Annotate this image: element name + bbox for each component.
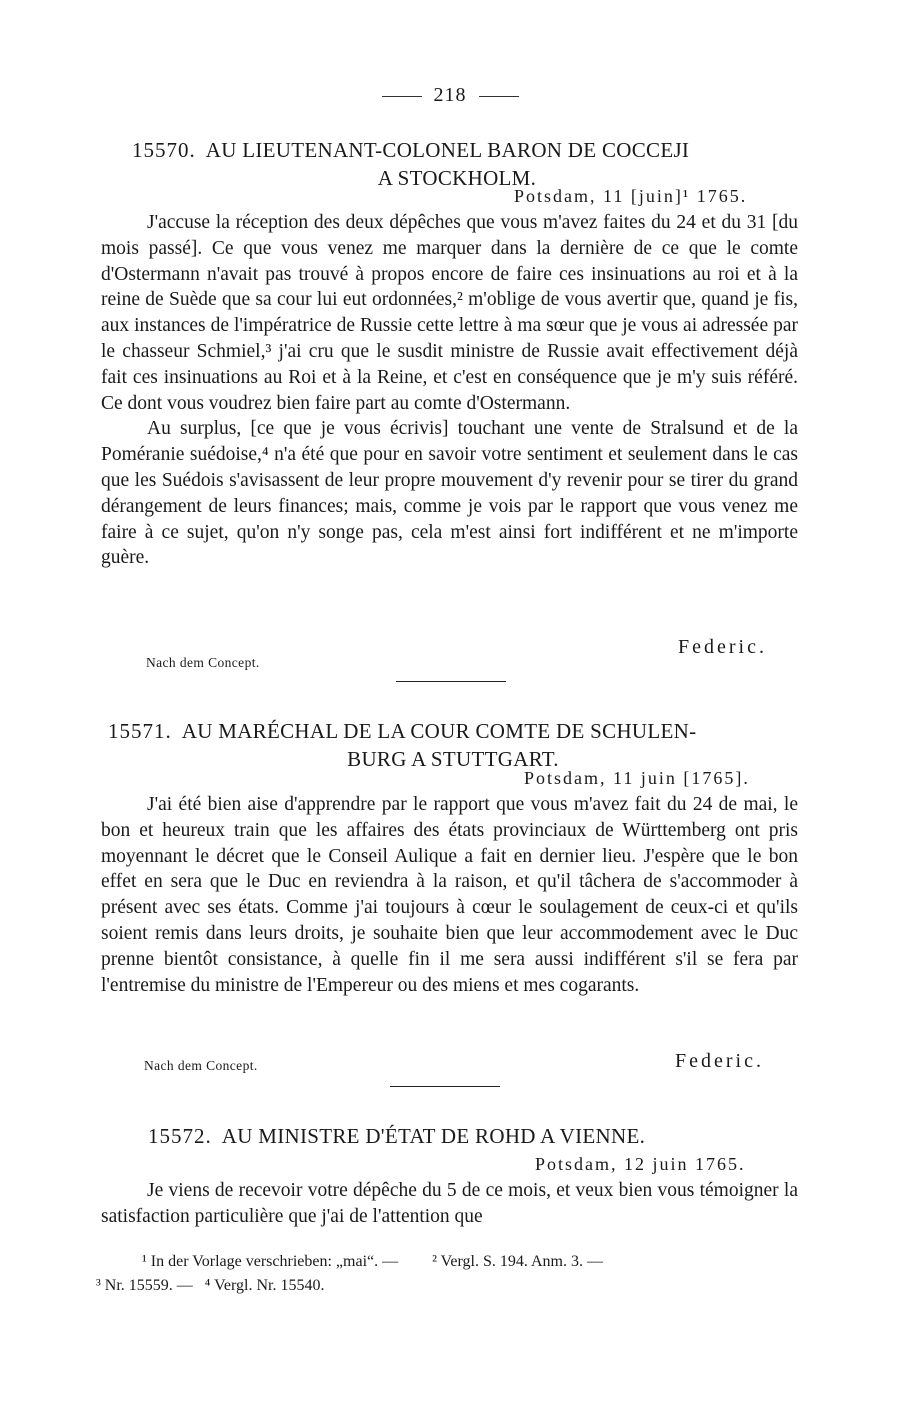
separator-rule — [390, 1086, 500, 1087]
footnote-1: ¹ In der Vorlage verschrieben: „mai“. — — [142, 1253, 399, 1270]
dateline: Potsdam, 11 [juin]¹ 1765. — [514, 186, 748, 206]
letter-number: 15570. — [132, 138, 196, 162]
paragraph: J'accuse la réception des deux dépêches que vous m'avez faites du 24 et du 31 [du mois passé]. Ce que vous venez me marquer dans la dernière de ce que le comte d'Ostermann n'avait pas trouvé à propos encore de faire ces insinuations au roi et à la reine de Suède que sa cour lui eut ordonnées,² m'oblige de vous avertir que, quand je fis, aux instances de l'impératrice de Russie cette lettre à ma sœur que je vous ai adressée par le chasseur Schmiel,³ j'ai cru que le susdit ministre de Russie avait effectivement déjà fait ces insinuations au Roi et à la Reine, et c'est en conséquence que je m'y suis référé. Ce dont vous voudrez bien faire part au comte d'Ostermann. — [101, 212, 798, 414]
letter-body-15570 — [101, 210, 798, 571]
letter-heading-15571 — [108, 717, 798, 773]
heading-line1: AU LIEUTENANT-COLONEL BARON DE COCCEJI — [205, 138, 690, 162]
footnote-4: ⁴ Vergl. Nr. 15540. — [204, 1277, 325, 1294]
paragraph: Au surplus, [ce que je vous écrivis] touchant une vente de Stralsund et de la Poméranie suédoise,⁴ n'a été que pour en savoir votre sentiment et seulement dans le cas que les Suédois s'avisassent de leur propre mouvement d'y revenir pour se tirer du grand dérangement de leurs finances; mais, comme je vois par le rapport que vous venez me faire à ce sujet, qu'on n'y songe pas, cela m'est ainsi fort indifférent et ne m'importe guère. — [101, 418, 798, 569]
letter-body-15572 — [101, 1178, 798, 1230]
heading-line1: AU MINISTRE D'ÉTAT DE ROHD A VIENNE. — [221, 1124, 646, 1148]
heading-line2: BURG A STUTTGART. — [347, 747, 559, 771]
signature: Federic. — [678, 636, 767, 658]
separator-rule — [396, 681, 506, 682]
paragraph: Je viens de recevoir votre dépêche du 5 de ce mois, et veux bien vous témoigner la satisfaction particulière que j'ai de l'attention que — [101, 1180, 798, 1227]
dateline: Potsdam, 11 juin [1765]. — [524, 768, 750, 788]
letter-heading-15570 — [132, 136, 782, 192]
heading-line2: A STOCKHOLM. — [377, 166, 537, 190]
letter-body-15571 — [101, 792, 798, 998]
source-note: Nach dem Concept. — [146, 655, 260, 670]
footnote-line-2 — [96, 1274, 796, 1298]
dash-left — [382, 96, 422, 97]
paragraph: J'ai été bien aise d'apprendre par le rapport que vous m'avez fait du 24 de mai, le bon et heureux train que les affaires des états provinciaux de Württemberg ont pris moyennant le décret que le Conseil Aulique a fait en dernier lieu. J'espère que le bon effet en sera que le Duc en reviendra à la raison, et qu'il tâchera de s'accommoder à présent avec ses états. Comme j'ai toujours à cœur le soulagement de ceux-ci et qu'ils soient remis dans leurs droits, je souhaite bien que leur accommodement avec le Duc prenne bientôt consistance, à quelle fin il me sera aussi indifférent s'il se fera par l'entremise du ministre de l'Empereur ou des miens et mes cogarants. — [101, 794, 798, 996]
letter-number: 15571. — [108, 719, 172, 743]
dateline: Potsdam, 12 juin 1765. — [535, 1154, 746, 1174]
page-number-line — [0, 84, 900, 107]
letter-heading-15572 — [148, 1122, 798, 1150]
source-note: Nach dem Concept. — [144, 1058, 258, 1073]
signature: Federic. — [675, 1050, 764, 1072]
footnotes — [96, 1250, 796, 1298]
footnote-3: ³ Nr. 15559. — — [96, 1277, 193, 1294]
dash-right — [479, 96, 519, 97]
footnote-line-1 — [96, 1250, 796, 1274]
page-number: 218 — [433, 84, 467, 106]
heading-line1: AU MARÉCHAL DE LA COUR COMTE DE SCHULEN- — [181, 719, 697, 743]
letter-number: 15572. — [148, 1124, 212, 1148]
footnote-2: ² Vergl. S. 194. Anm. 3. — — [432, 1253, 603, 1270]
